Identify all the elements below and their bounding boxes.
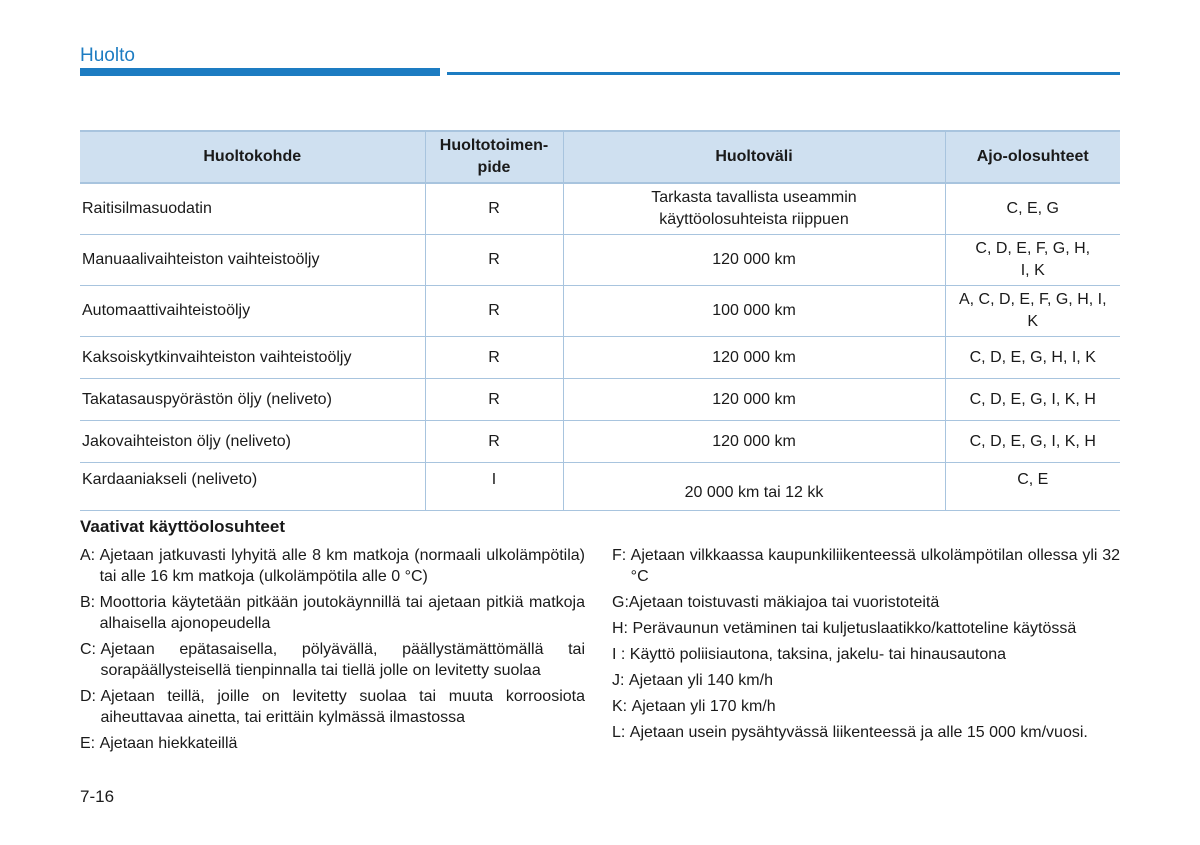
- conditions-title: Vaativat käyttöolosuhteet: [80, 517, 286, 536]
- list-item: [80, 686, 585, 728]
- cell-conditions: C, E: [945, 463, 1120, 511]
- list-item: [612, 696, 1120, 717]
- condition-key: H:: [612, 620, 633, 637]
- condition-key: F:: [612, 547, 631, 564]
- condition-text: Ajetaan yli 140 km/h: [628, 672, 773, 689]
- cell-item: Raitisilmasuodatin: [80, 183, 425, 235]
- table-row: [80, 183, 1120, 235]
- cell-interval: 120 000 km: [563, 235, 945, 286]
- list-item: [80, 545, 585, 587]
- condition-key: A:: [80, 547, 100, 564]
- cell-interval: 120 000 km: [563, 379, 945, 421]
- table-row: [80, 337, 1120, 379]
- cell-interval: 120 000 km: [563, 421, 945, 463]
- condition-key: L:: [612, 724, 630, 741]
- list-item: [612, 644, 1120, 665]
- condition-key: K:: [612, 698, 632, 715]
- cell-conditions: C, D, E, G, I, K, H: [945, 421, 1120, 463]
- header-rule-thick: [80, 68, 440, 76]
- list-item: [80, 639, 585, 681]
- condition-key: D:: [80, 688, 101, 705]
- condition-key: E:: [80, 735, 100, 752]
- column-header-interval: Huoltoväli: [563, 131, 945, 183]
- condition-text: Ajetaan toistuvasti mäkiajoa tai vuoristoteitä: [628, 594, 940, 611]
- list-item: [612, 722, 1120, 743]
- condition-key: G:: [612, 594, 629, 611]
- table-header-row: [80, 131, 1120, 183]
- cell-action: R: [425, 235, 563, 286]
- cell-item: Kaksoiskytkinvaihteiston vaihteistoöljy: [80, 337, 425, 379]
- condition-text: Ajetaan jatkuvasti lyhyitä alle 8 km matkoja (normaali ulkolämpötila) tai alle 16 km matkoja (ulkolämpötila alle 0 °C): [99, 547, 585, 585]
- column-header-action: Huoltotoimen- pide: [425, 131, 563, 183]
- cell-action: I: [425, 463, 563, 511]
- list-item: [80, 733, 585, 754]
- cell-item: Manuaalivaihteiston vaihteistoöljy: [80, 235, 425, 286]
- column-header-conditions: Ajo-olosuhteet: [945, 131, 1120, 183]
- condition-text: Moottoria käytetään pitkään joutokäynnillä tai ajetaan pitkiä matkoja alhaisella ajonopeudella: [99, 594, 585, 632]
- condition-text: Ajetaan vilkkaassa kaupunkiliikenteessä ulkolämpötilan ollessa yli 32 °C: [630, 547, 1120, 585]
- list-item: [80, 592, 585, 634]
- cell-conditions: C, D, E, G, I, K, H: [945, 379, 1120, 421]
- cell-conditions: C, D, E, G, H, I, K: [945, 337, 1120, 379]
- condition-key: I :: [612, 646, 630, 663]
- cell-interval: Tarkasta tavallista useammin käyttöolosuhteista riippuen: [563, 183, 945, 235]
- condition-text: Perävaunun vetäminen tai kuljetuslaatikko/kattoteline käytössä: [632, 620, 1077, 637]
- condition-text: Ajetaan hiekkateillä: [99, 735, 238, 752]
- cell-action: R: [425, 337, 563, 379]
- list-item: [612, 545, 1120, 587]
- cell-conditions: C, D, E, F, G, H, I, K: [945, 235, 1120, 286]
- cell-item: Takatasauspyörästön öljy (neliveto): [80, 379, 425, 421]
- condition-text: Ajetaan yli 170 km/h: [631, 698, 776, 715]
- condition-key: B:: [80, 594, 100, 611]
- column-header-item: Huoltokohde: [80, 131, 425, 183]
- cell-action: R: [425, 183, 563, 235]
- cell-conditions: A, C, D, E, F, G, H, I, K: [945, 286, 1120, 337]
- condition-text: Ajetaan usein pysähtyvässä liikenteessä ja alle 15 000 km/vuosi.: [629, 724, 1088, 741]
- page-number: 7-16: [80, 787, 115, 806]
- condition-text: Käyttö poliisiautona, taksina, jakelu- tai hinausautona: [629, 646, 1007, 663]
- cell-item: Jakovaihteiston öljy (neliveto): [80, 421, 425, 463]
- cell-conditions: C, E, G: [945, 183, 1120, 235]
- cell-item: Kardaaniakseli (neliveto): [80, 463, 425, 511]
- cell-interval: 20 000 km tai 12 kk: [563, 463, 945, 511]
- header-rule-thin: [447, 72, 1120, 75]
- list-item: [612, 618, 1120, 639]
- table-row: [80, 286, 1120, 337]
- list-item: [612, 592, 1120, 613]
- section-title: Huolto: [80, 45, 135, 66]
- condition-key: C:: [80, 641, 101, 658]
- cell-action: R: [425, 286, 563, 337]
- cell-item: Automaattivaihteistoöljy: [80, 286, 425, 337]
- cell-interval: 100 000 km: [563, 286, 945, 337]
- cell-action: R: [425, 421, 563, 463]
- cell-interval: 120 000 km: [563, 337, 945, 379]
- table-row: [80, 379, 1120, 421]
- condition-key: J:: [612, 672, 629, 689]
- condition-text: Ajetaan epätasaisella, pölyävällä, päällystämättömällä tai sorapäällysteisellä tienpinnalla tai tiellä jolle on levitetty suolaa: [100, 641, 585, 679]
- cell-action: R: [425, 379, 563, 421]
- table-row: [80, 421, 1120, 463]
- conditions-list-right: [612, 545, 1120, 748]
- conditions-list-left: [80, 545, 585, 759]
- table-row: [80, 463, 1120, 511]
- table-row: [80, 235, 1120, 286]
- maintenance-table: [80, 130, 1120, 511]
- condition-text: Ajetaan teillä, joille on levitetty suolaa tai muuta korroosiota aiheuttavaa ainetta, tai erittäin kylmässä ilmastossa: [100, 688, 585, 726]
- list-item: [612, 670, 1120, 691]
